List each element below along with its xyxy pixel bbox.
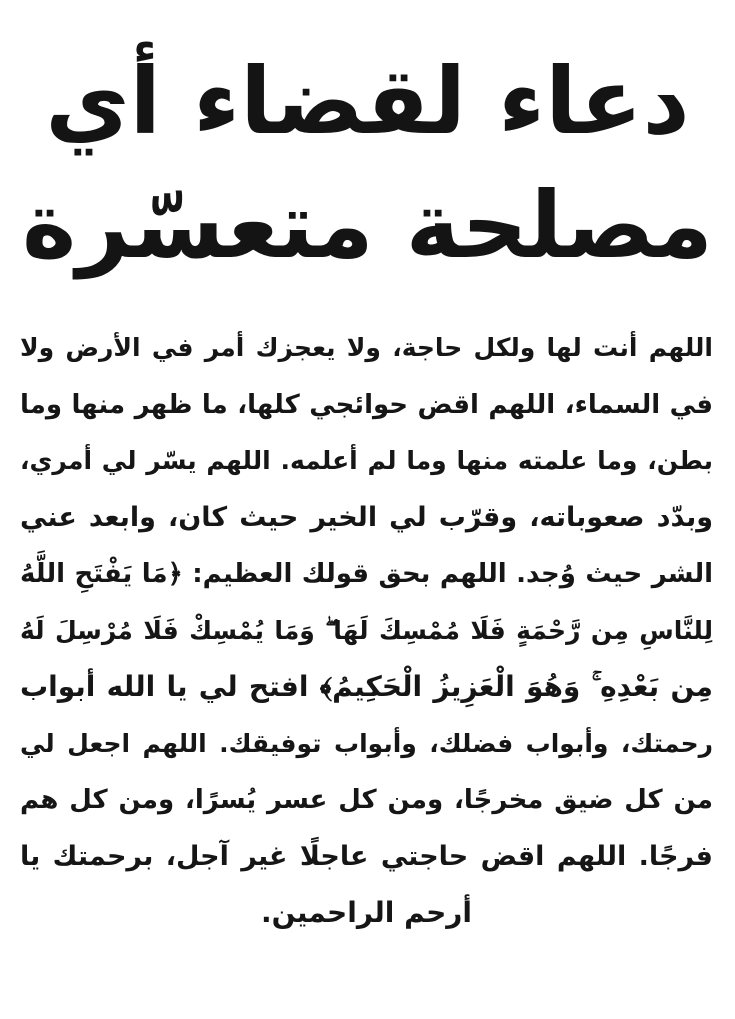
- text-line-10: فرجًا. اللهم اقض حاجتي عاجلًا غير آجل، برحمتك يا: [20, 840, 713, 872]
- text-line-9: من كل ضيق مخرجًا، ومن كل عسر يُسرًا، ومن كل هم: [20, 785, 713, 815]
- title-line-1: دعاء لقضاء أي: [45, 48, 690, 155]
- text-line-11: أرحم الراحمين.: [261, 896, 472, 929]
- text-line-5: الشر حيث وُجد. اللهم بحق قولك العظيم: ﴿مَا يَفْتَحِ اللَّهُ: [20, 559, 713, 589]
- text-line-1: اللهم أنت لها ولكل حاجة، ولا يعجزك أمر في الأرض ولا: [20, 333, 713, 362]
- text-line-7: مِن بَعْدِهِ ۚ وَهُوَ الْعَزِيزُ الْحَكِيمُ﴾ افتح لي يا الله أبواب: [20, 670, 713, 703]
- title-line-2: مصلحة متعسّرة: [22, 172, 713, 279]
- prayer-text: [20, 320, 713, 942]
- text-line-4: وبدّد صعوباته، وقرّب لي الخير حيث كان، وابعد عني: [20, 501, 713, 533]
- text-line-2: في السماء، اللهم اقض حوائجي كلها، ما ظهر منها وما: [20, 389, 713, 420]
- page-title: [20, 40, 715, 288]
- text-line-8: رحمتك، وأبواب فضلك، وأبواب توفيقك. اللهم اجعل لي: [20, 728, 713, 758]
- text-line-3: بطن، وما علمته منها وما لم أعلمه. اللهم يسّر لي أمري،: [20, 446, 713, 475]
- text-line-6: لِلنَّاسِ مِن رَّحْمَةٍ فَلَا مُمْسِكَ لَهَا ۖ وَمَا يُمْسِكْ فَلَا مُرْسِلَ لَهُ: [20, 615, 713, 645]
